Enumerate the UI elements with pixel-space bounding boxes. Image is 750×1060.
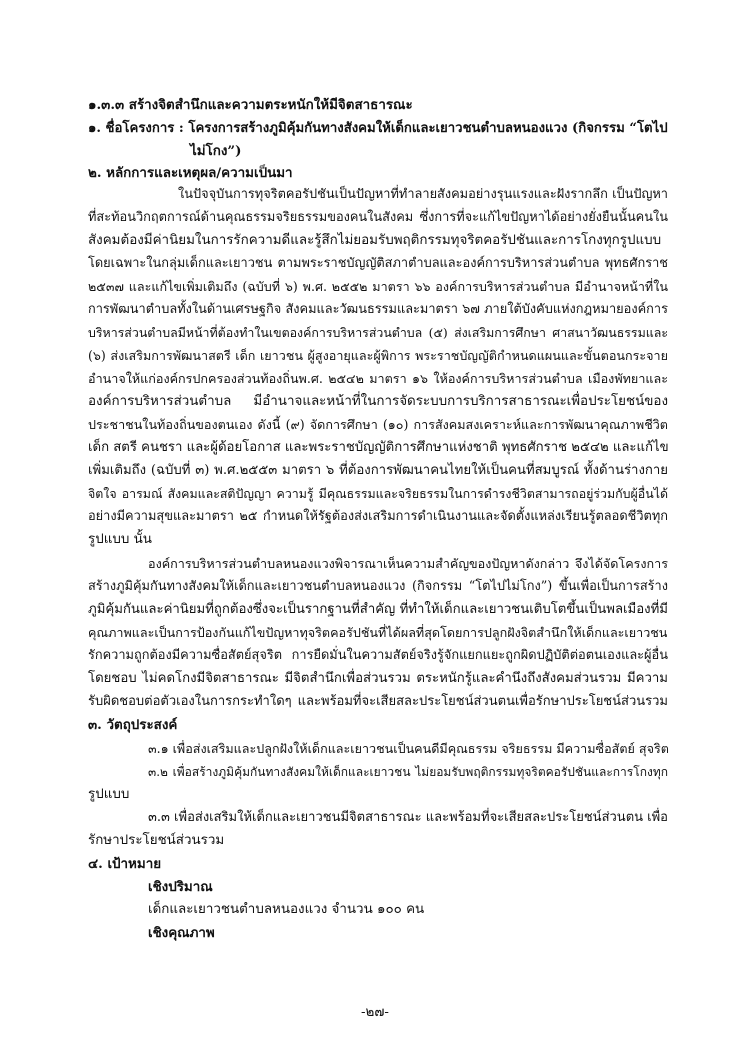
quantitative-text: เด็กและเยาวชนตำบลหนองแวง จำนวน ๑๐๐ คน bbox=[148, 902, 425, 917]
paragraph-line: ในปัจจุบันการทุจริตคอรัปชันเป็นปัญหาที่ทำลายสังคมอย่างรุนแรงและฝังรากลึก เป็นปัญหา bbox=[178, 187, 668, 202]
paragraph-line: เด็ก สตรี คนชรา และผู้ด้อยโอกาส และพระราชบัญญัติการศึกษาแห่งชาติ พุทธศักราช ๒๕๔๒ และแก้ไข bbox=[88, 440, 669, 455]
paragraph-line: ประชาชนในท้องถิ่นของตนเอง ดังนี้ (๙) จัดการศึกษา (๑๐) การสังคมสงเคราะห์และการพัฒนาคุณภาพชีวิต bbox=[88, 417, 668, 432]
section-heading: ๑.๓.๓ สร้างจิตสำนึกและความตระหนักให้มีจิตสาธารณะ bbox=[88, 97, 413, 113]
objectives-heading: ๓. วัตถุประสงค์ bbox=[88, 717, 178, 733]
paragraph-line: ๒๕๓๗ และแก้ไขเพิ่มเติมถึง (ฉบับที่ ๖) พ.ศ. ๒๕๕๒ มาตรา ๖๖ องค์การบริหารส่วนตำบล มีอำนาจหน้าที่ใน bbox=[88, 279, 668, 294]
objective-item-1: ๓.๑ เพื่อส่งเสริมและปลูกฝังให้เด็กและเยาวชนเป็นคนดีมีคุณธรรม จริยธรรม มีความซื่อสัตย์ สุจริต bbox=[148, 741, 669, 756]
paragraph-line: โดยเฉพาะในกลุ่มเด็กและเยาวชน ตามพระราชบัญญัติสภาตำบลและองค์การบริหารส่วนตำบล พุทธศักราช bbox=[88, 256, 668, 271]
paragraph-line: องค์การบริหารส่วนตำบลหนองแวงพิจารณาเห็นความสำคัญของปัญหาดังกล่าว จึงได้จัดโครงการ bbox=[148, 556, 668, 571]
targets-heading: ๔. เป้าหมาย bbox=[88, 856, 162, 872]
quantitative-label: เชิงปริมาณ bbox=[148, 879, 213, 895]
principles-heading: ๒. หลักการและเหตุผล/ความเป็นมา bbox=[88, 165, 293, 181]
paragraph-line: อำนาจให้แก่องค์กรปกครองส่วนท้องถิ่นพ.ศ. ๒๕๔๒ มาตรา ๑๖ ให้องค์การบริหารส่วนตำบล เมืองพัทยาและ bbox=[88, 371, 668, 386]
paragraph-line: รูปแบบ นั้น bbox=[88, 532, 152, 547]
project-name-line-2: ไม่โกง”) bbox=[190, 143, 242, 159]
paragraph-line: โดยชอบ ไม่คดโกงมีจิตสาธารณะ มีจิตสำนึกเพื่อส่วนรวม ตระหนักรู้และคำนึงถึงสังคมส่วนรวม มีความ bbox=[88, 671, 668, 686]
paragraph-line: (๖) ส่งเสริมการพัฒนาสตรี เด็ก เยาวชน ผู้สูงอายุและผู้พิการ พระราชบัญญัติกำหนดแผนและขั้นตอนกระจาย bbox=[88, 348, 668, 363]
paragraph-line: สร้างภูมิคุ้มกันทางสังคมให้เด็กและเยาวชนตำบลหนองแวง (กิจกรรม “โตไปไม่โกง”) ขึ้นเพื่อเป็นการสร้าง bbox=[88, 579, 668, 594]
paragraph-line: องค์การบริหารส่วนตำบล มีอำนาจและหน้าที่ในการจัดระบบการบริการสาธารณะเพื่อประโยชน์ของ bbox=[88, 394, 668, 409]
project-name-line-1: ๑. ชื่อโครงการ : โครงการสร้างภูมิคุ้มกันทางสังคมให้เด็กและเยาวชนตำบลหนองแวง (กิจกรรม “โตไป bbox=[88, 121, 668, 136]
objective-item-2: ๓.๒ เพื่อสร้างภูมิคุ้มกันทางสังคมให้เด็กและเยาวชน ไม่ยอมรับพฤติกรรมทุจริตคอรัปชันและการโกงทุก bbox=[148, 765, 668, 779]
paragraph-line: เพิ่มเติมถึง (ฉบับที่ ๓) พ.ศ.๒๕๕๓ มาตรา ๖ ที่ต้องการพัฒนาคนไทยให้เป็นคนที่สมบูรณ์ ทั้งด้านร่างกาย bbox=[88, 463, 668, 478]
objective-item-3-cont: รักษาประโยชน์ส่วนรวม bbox=[88, 833, 225, 848]
paragraph-line: รับผิดชอบต่อตัวเองในการกระทำใดๆ และพร้อมที่จะเสียสละประโยชน์ส่วนตนเพื่อรักษาประโยชน์ส่วนรวม bbox=[88, 694, 668, 709]
objective-item-3: ๓.๓ เพื่อส่งเสริมให้เด็กและเยาวชนมีจิตสาธารณะ และพร้อมที่จะเสียสละประโยชน์ส่วนตน เพื่อ bbox=[148, 810, 668, 825]
paragraph-line: ภูมิคุ้มกันและค่านิยมที่ถูกต้องซึ่งจะเป็นรากฐานที่สำคัญ ที่ทำให้เด็กและเยาวชนเติบโตขึ้นเป็นพลเมืองที่มี bbox=[88, 602, 668, 617]
paragraph-line: อย่างมีความสุขและมาตรา ๒๕ กำหนดให้รัฐต้องส่งเสริมการดำเนินงานและจัดตั้งแหล่งเรียนรู้ตลอดชีวิตทุก bbox=[88, 509, 668, 524]
paragraph-line: ที่สะท้อนวิกฤตการณ์ด้านคุณธรรมจริยธรรมของคนในสังคม ซึ่งการที่จะแก้ไขปัญหาได้อย่างยั่งยืนนั้นคนใน bbox=[88, 210, 668, 225]
objective-item-2-cont: รูปแบบ bbox=[88, 787, 130, 802]
paragraph-line: การพัฒนาตำบลทั้งในด้านเศรษฐกิจ สังคมและวัฒนธรรมและมาตรา ๖๗ ภายใต้บังคับแห่งกฎหมายองค์การ bbox=[88, 302, 668, 317]
paragraph-line: จิตใจ อารมณ์ สังคมและสติปัญญา ความรู้ มีคุณธรรมและจริยธรรมในการดำรงชีวิตสามารถอยู่ร่วมกับผู้อื่นได้ bbox=[88, 486, 668, 501]
paragraph-line: คุณภาพและเป็นการป้องกันแก้ไขปัญหาทุจริตคอรัปชันที่ได้ผลที่สุดโดยการปลูกฝังจิตสำนึกให้เด็กและเยาวชน bbox=[88, 625, 668, 640]
paragraph-line: บริหารส่วนตำบลมีหน้าที่ต้องทำในเขตองค์การบริหารส่วนตำบล (๕) ส่งเสริมการศึกษา ศาสนาวัฒนธรรมและ bbox=[88, 325, 668, 340]
page-number: -๒๗- bbox=[361, 1005, 389, 1020]
qualitative-label: เชิงคุณภาพ bbox=[148, 925, 215, 941]
paragraph-line: สังคมต้องมีค่านิยมในการรักความดีและรู้สึกไม่ยอมรับพฤติกรรมทุจริตคอรัปชันและการโกงทุกรูปแบบ bbox=[88, 233, 662, 248]
paragraph-line: รักความถูกต้องมีความซื่อสัตย์สุจริต การยืดมั่นในความสัตย์จริงรู้จักแยกแยะถูกผิดปฏิบัติต่อตนเองและผู้อื่น bbox=[88, 648, 668, 663]
